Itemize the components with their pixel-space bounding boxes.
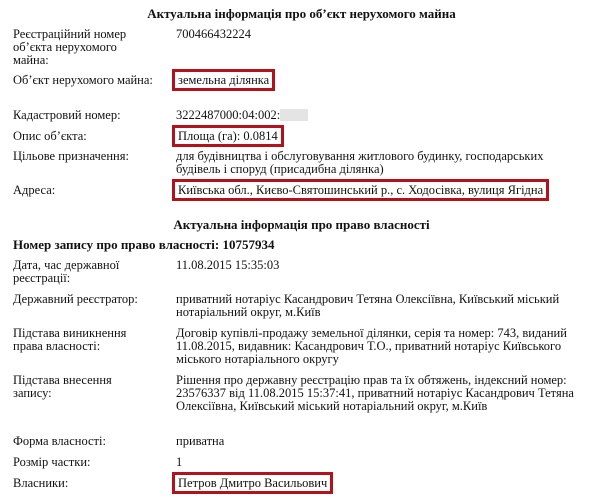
owners-value-highlight: Петров Дмитро Васильович <box>178 476 328 490</box>
entry-basis-label: Підстава внесення запису: <box>13 373 112 400</box>
property-section-title: Актуальна інформація про об’єкт нерухомого майна <box>147 6 456 21</box>
address-value-highlight: Київська обл., Києво-Святошинський р., с. Ходосівка, вулиця Ягідна <box>178 183 544 197</box>
record-number: Номер запису про право власності: 10757934 <box>13 237 275 252</box>
description-value-highlight: Площа (га): 0.0814 <box>178 129 278 143</box>
basis-label: Підстава виникнення права власності: <box>13 326 127 353</box>
ownership-section-title: Актуальна інформація про право власності <box>173 217 430 232</box>
basis-value: Договір купівлі-продажу земельної ділянки, серія та номер: 743, виданий 11.08.2015, видавник: Касандрович Т.О., приватний нотаріус Київського міського нотаріального округу <box>176 326 567 366</box>
description-label: Опис об’єкта: <box>13 129 87 143</box>
description-value <box>176 130 591 143</box>
share-value: 1 <box>176 455 183 469</box>
share-label: Розмір частки: <box>13 455 91 469</box>
cadastral-value <box>176 109 591 122</box>
address-value <box>176 184 591 197</box>
datetime-label: Дата, час державної реєстрації: <box>13 258 120 285</box>
datetime-value: 11.08.2015 15:35:03 <box>176 258 280 272</box>
cadastral-label: Кадастровий номер: <box>13 108 121 122</box>
registrar-label: Державний реєстратор: <box>13 292 138 306</box>
object-label: Об’єкт нерухомого майна: <box>13 73 153 87</box>
owners-label: Власники: <box>13 476 69 490</box>
form-value: приватна <box>176 434 225 448</box>
reg-number-label: Реєстраційний номер об’єкта нерухомого майна: <box>13 27 127 67</box>
entry-basis-value: Рішення про державну реєстрацію прав та їх обтяжень, індексний номер: 23576337 від 11.08.2015 15:37:41, приватний нотаріус Касандрович Тетяна Олексіївна, Київський міський нотаріальний округ, м.Київ <box>176 373 574 413</box>
reg-number-value: 700466432224 <box>176 27 251 41</box>
address-label: Адреса: <box>13 183 56 197</box>
purpose-value: для будівництва і обслуговування житлового будинку, господарських будівель і споруд (присадибна ділянка) <box>176 149 544 176</box>
owners-value <box>176 477 591 490</box>
form-label: Форма власності: <box>13 434 106 448</box>
object-value-highlight: земельна ділянка <box>178 73 270 87</box>
redacted-block <box>280 109 308 121</box>
cadastral-number: 3222487000:04:002: <box>176 108 281 122</box>
object-value <box>176 74 591 87</box>
registrar-value: приватний нотаріус Касандрович Тетяна Олексіївна, Київський міський нотаріальний округ, м.Київ <box>176 292 560 319</box>
purpose-label: Цільове призначення: <box>13 149 129 163</box>
